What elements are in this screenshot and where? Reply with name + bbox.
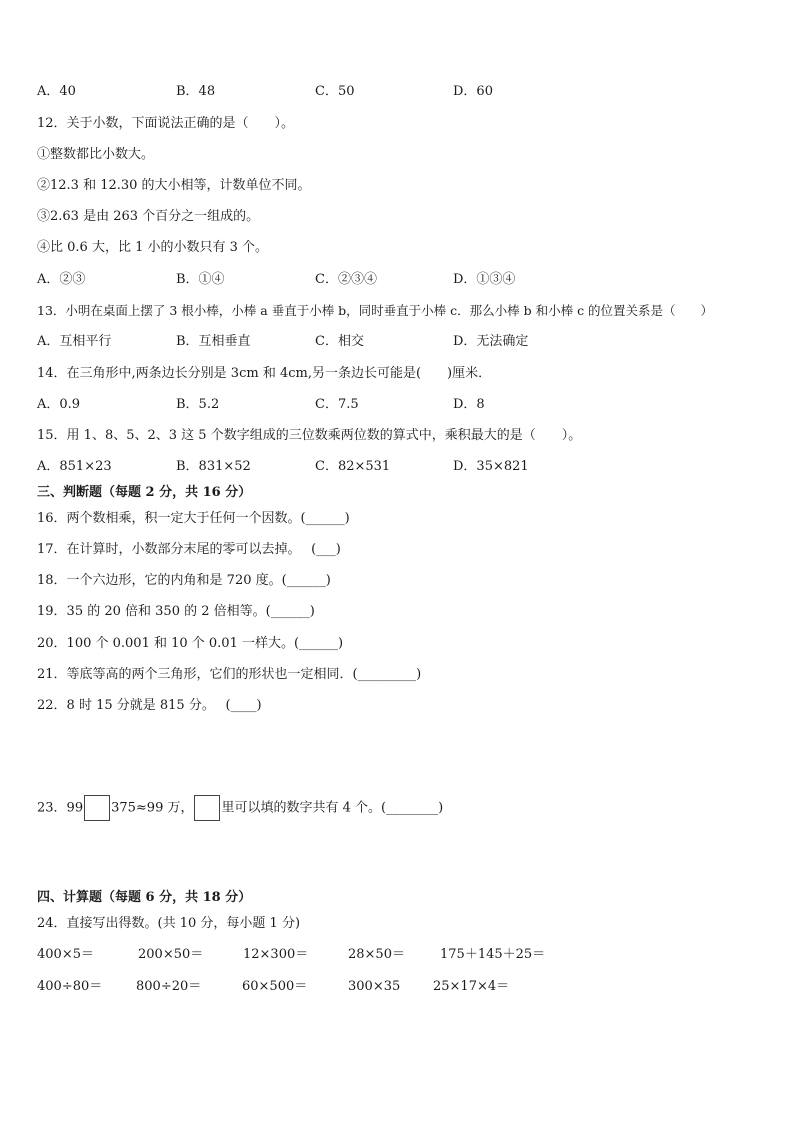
q13-option-a: A．互相平行 <box>37 334 112 349</box>
q12-statement-4: ④比 0.6 大，比 1 小的小数只有 3 个。 <box>37 240 269 255</box>
q12-statement-3: ③2.63 是由 263 个百分之一组成的。 <box>37 209 260 224</box>
q24-stem: 24．直接写出得数。(共 10 分，每小题 1 分) <box>37 916 301 931</box>
q14-option-d: D．8 <box>453 397 485 412</box>
calc-item: 60×500＝ <box>242 979 308 994</box>
q12-option-a: A．②③ <box>37 272 86 287</box>
q12-option-c: C．②③④ <box>315 272 377 287</box>
q15-stem: 15．用 1、8、5、2、3 这 5 个数字组成的三位数乘两位数的算式中，乘积最大的是（ ）。 <box>37 428 582 443</box>
q12-statement-1: ①整数都比小数大。 <box>37 147 155 162</box>
calc-item: 28×50＝ <box>348 947 405 962</box>
q23-part-1: 23．99 <box>37 800 84 816</box>
q15-option-d: D．35×821 <box>453 459 529 474</box>
q11-option-a: A．40 <box>37 84 76 99</box>
q12-statement-2: ②12.3 和 12.30 的大小相等，计数单位不同。 <box>37 178 311 193</box>
q15-option-a: A．851×23 <box>37 459 112 474</box>
q23-part-2: 375≈99 万， <box>111 800 194 816</box>
q12-option-b: B．①④ <box>176 272 225 287</box>
q18-statement: 18．一个六边形，它的内角和是 720 度。(______) <box>37 573 331 588</box>
calc-item: 800÷20＝ <box>136 979 202 994</box>
q20-statement: 20．100 个 0.001 和 10 个 0.01 一样大。(______) <box>37 636 344 651</box>
calc-item: 200×50＝ <box>138 947 204 962</box>
q21-statement: 21．等底等高的两个三角形，它们的形状也一定相同．(_________) <box>37 667 422 682</box>
calc-item: 300×35 <box>348 979 401 994</box>
q17-statement: 17．在计算时，小数部分末尾的零可以去掉。 (___) <box>37 542 341 557</box>
section-4-title: 四、计算题（每题 6 分，共 18 分） <box>37 890 252 905</box>
calc-item: 400×5＝ <box>37 947 94 962</box>
q11-option-c: C．50 <box>315 84 355 99</box>
q23-statement <box>37 795 443 821</box>
q14-option-a: A．0.9 <box>37 397 81 412</box>
q13-option-d: D．无法确定 <box>453 334 529 349</box>
q13-stem: 13．小明在桌面上摆了 3 根小棒，小棒 a 垂直于小棒 b，同时垂直于小棒 c．那么小棒 b 和小棒 c 的位置关系是（ ） <box>37 303 714 318</box>
q23-part-3: 里可以填的数字共有 4 个。(________) <box>221 800 444 816</box>
q13-option-c: C．相交 <box>315 334 364 349</box>
q12-option-d: D．①③④ <box>453 272 516 287</box>
q13-option-b: B．互相垂直 <box>176 334 251 349</box>
q11-option-d: D．60 <box>453 84 493 99</box>
section-3-title: 三、判断题（每题 2 分，共 16 分） <box>37 485 252 500</box>
calc-item: 12×300＝ <box>243 947 309 962</box>
q23-blank-box-1 <box>84 795 110 821</box>
q15-option-b: B．831×52 <box>176 459 251 474</box>
calc-item: 400÷80＝ <box>37 979 103 994</box>
q19-statement: 19．35 的 20 倍和 350 的 2 倍相等。(______) <box>37 604 315 619</box>
q22-statement: 22．8 时 15 分就是 815 分。 (____) <box>37 698 262 713</box>
q11-option-b: B．48 <box>176 84 216 99</box>
q14-option-c: C．7.5 <box>315 397 359 412</box>
q23-blank-box-2 <box>194 795 220 821</box>
q16-statement: 16．两个数相乘，积一定大于任何一个因数。(______) <box>37 511 350 526</box>
calc-item: 25×17×4＝ <box>433 979 510 994</box>
q14-stem: 14．在三角形中,两条边长分别是 3cm 和 4cm,另一条边长可能是( )厘米． <box>37 366 492 381</box>
q12-stem: 12．关于小数，下面说法正确的是（ ）。 <box>37 116 295 131</box>
q14-option-b: B．5.2 <box>176 397 220 412</box>
calc-item: 175＋145＋25＝ <box>440 947 546 962</box>
q15-option-c: C．82×531 <box>315 459 391 474</box>
